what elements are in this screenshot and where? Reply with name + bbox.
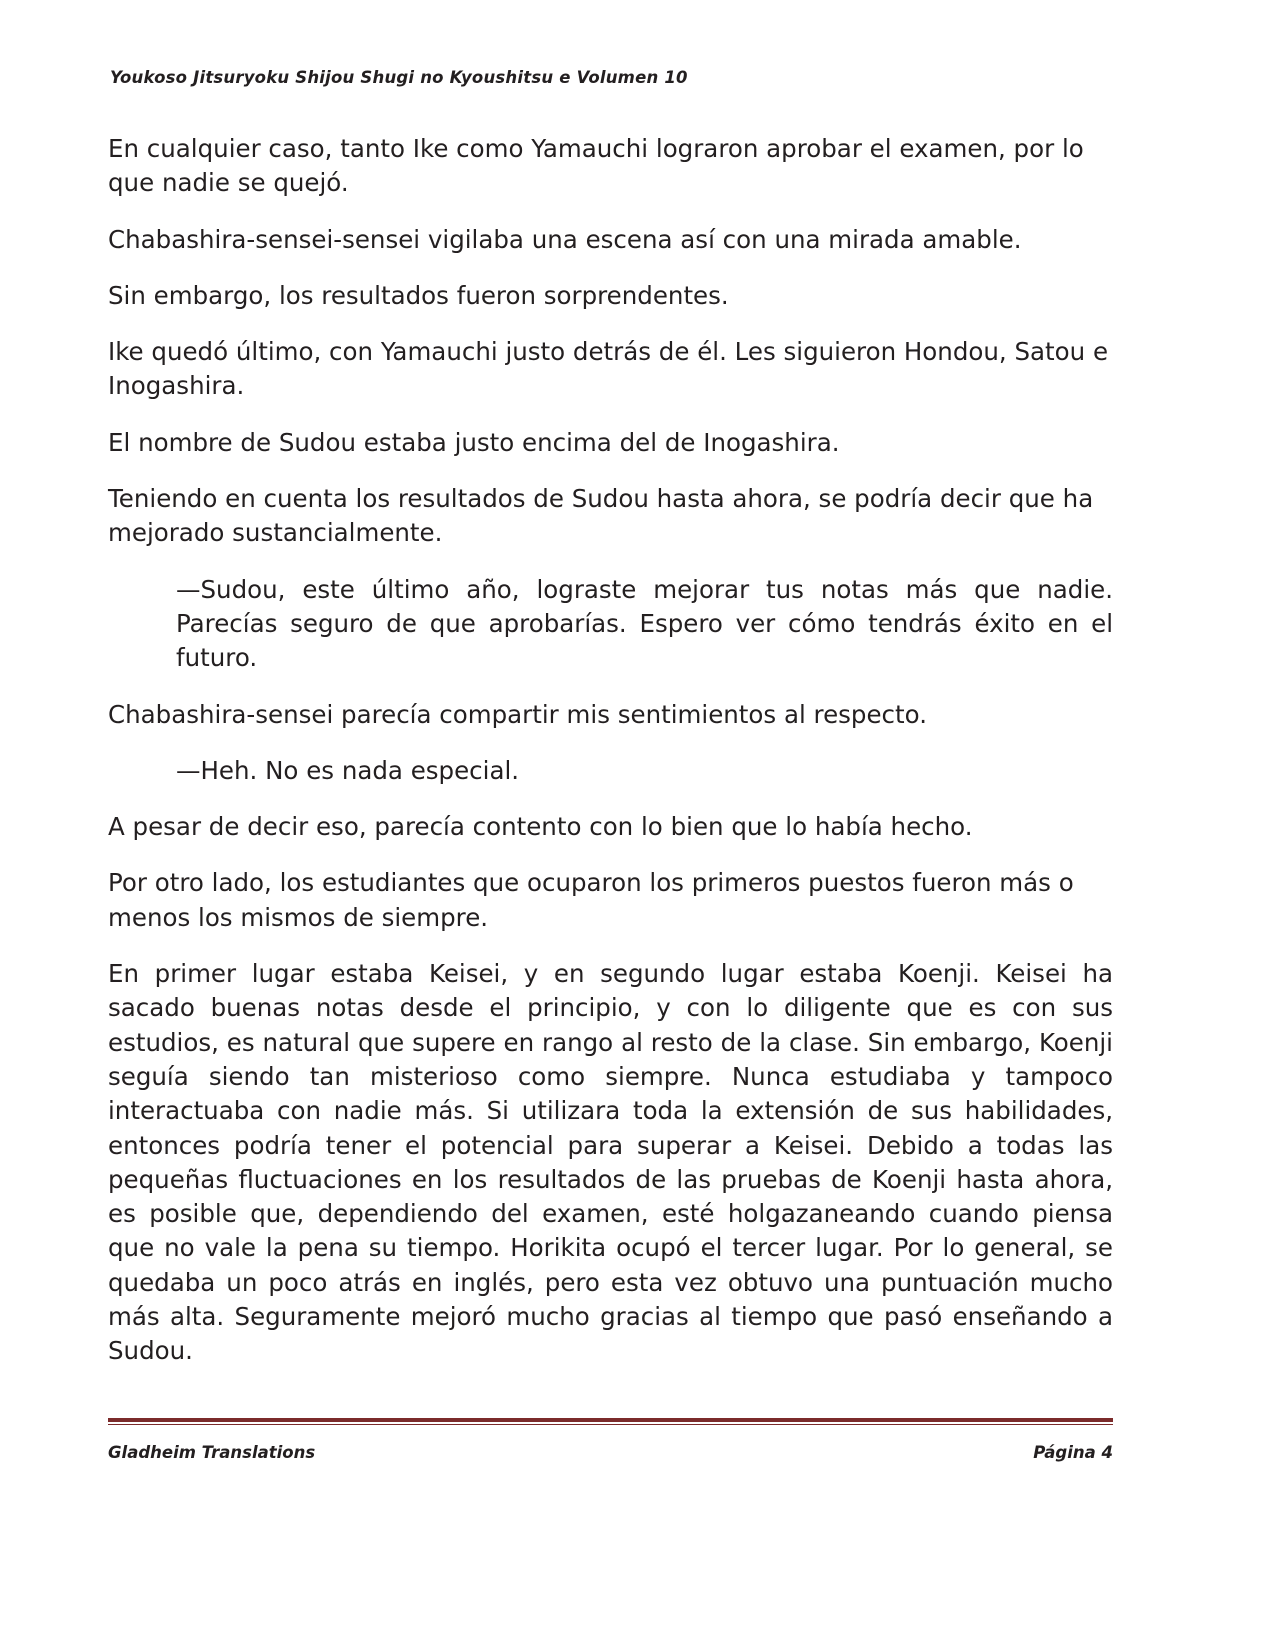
paragraph: Sin embargo, los resultados fueron sorprendentes. (108, 280, 729, 310)
header-title: Youkoso Jitsuryoku Shijou Shugi no Kyoushitsu e Volumen 10 (110, 68, 688, 87)
paragraph: En primer lugar estaba Keisei, y en segundo lugar estaba Koenji. Keisei ha sacado buenas notas desde el principio, y con lo diligente que es con sus estudios, es natural que supere en rango al resto de la clase. Sin embargo, Koenji seguía siendo tan misterioso como siempre. Nunca estudiaba y tampoco interactuaba con nadie más. Si utilizara toda la extensión de sus habilidades, entonces podría tener el potencial para superar a Keisei. Debido a todas las pequeñas fluctuaciones en los resultados de las pruebas de Koenji hasta ahora, es posible que, dependiendo del examen, esté holgazaneando cuando piensa que no vale la pena su tiempo. Horikita ocupó el tercer lugar. Por lo general, se quedaba un poco atrás en inglés, pero esta vez obtuvo una puntuación mucho más alta. Seguramente mejoró mucho gracias al tiempo que pasó enseñando a Sudou. (108, 959, 1113, 1366)
footer-credit: Gladheim Translations (108, 1443, 316, 1462)
paragraph: A pesar de decir eso, parecía contento con lo bien que lo había hecho. (108, 812, 973, 842)
page-body (108, 132, 1113, 1391)
paragraph: Chabashira-sensei-sensei vigilaba una escena así con una mirada amable. (108, 224, 1022, 254)
footer-divider-thin (108, 1424, 1113, 1425)
paragraph: Teniendo en cuenta los resultados de Sudou hasta ahora, se podría decir que ha mejorado sustancialmente. (108, 484, 1094, 548)
paragraph: Ike quedó último, con Yamauchi justo detrás de él. Les siguieron Hondou, Satou e Inogashira. (108, 337, 1109, 401)
dialogue-line: —Heh. No es nada especial. (176, 755, 520, 785)
page-footer (108, 1443, 1113, 1462)
paragraph: En cualquier caso, tanto Ike como Yamauchi lograron aprobar el examen, por lo que nadie se quejó. (108, 134, 1084, 198)
paragraph: Por otro lado, los estudiantes que ocuparon los primeros puestos fueron más o menos los mismos de siempre. (108, 868, 1074, 932)
dialogue-line: —Sudou, este último año, lograste mejorar tus notas más que nadie. Parecías seguro de que aprobarías. Espero ver cómo tendrás éxito en el futuro. (176, 574, 1113, 673)
page-header (110, 68, 1110, 87)
paragraph: El nombre de Sudou estaba justo encima del de Inogashira. (108, 427, 840, 457)
footer-divider (108, 1418, 1113, 1422)
paragraph: Chabashira-sensei parecía compartir mis sentimientos al respecto. (108, 699, 927, 729)
page-number: Página 4 (1033, 1443, 1113, 1462)
